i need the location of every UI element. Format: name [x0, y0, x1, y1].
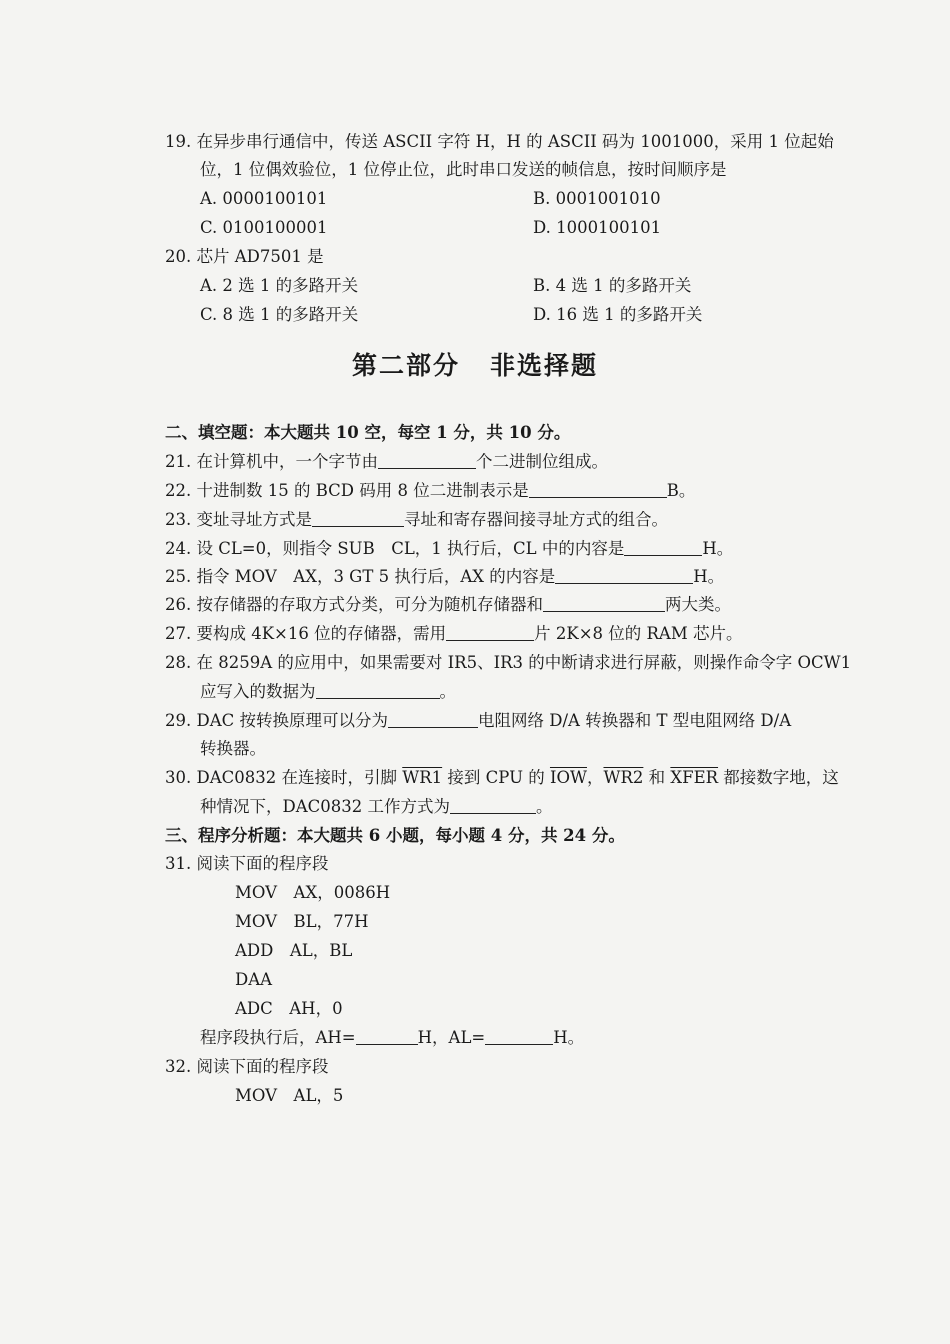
q29-text: 29. DAC 按转换原理可以分为 [165, 711, 388, 730]
q29-text-end: 电阻网络 D/A 转换器和 T 型电阻网络 D/A [478, 711, 792, 730]
q20-option-b: B. 4 选 1 的多路开关 [533, 276, 692, 295]
q21-text: 21. 在计算机中，一个字节由 [165, 452, 378, 471]
q31-blank-al [485, 1028, 553, 1045]
q30-line1 [165, 767, 839, 789]
q31-code-line: MOV BL，77H [235, 912, 369, 931]
q30-pin-xfer: XFER [670, 768, 719, 787]
q30-text-4: 和 [643, 768, 671, 787]
part-two-label: 第二部分 [351, 351, 460, 380]
q30-text-3: ， [586, 768, 604, 787]
q21 [165, 451, 608, 473]
q27-text-end: 片 2K×8 位的 RAM 芯片。 [534, 624, 743, 643]
q31-code-line: ADD AL，BL [235, 941, 353, 960]
q19-option-d: D. 1000100101 [533, 218, 662, 237]
q20-stem: 20. 芯片 AD7501 是 [165, 247, 324, 266]
q24-text-end: H。 [702, 539, 734, 558]
q30-text-5: 都接数字地，这 [718, 768, 839, 787]
q25-blank [555, 567, 693, 584]
q30-blank [450, 797, 536, 814]
q22-blank [529, 481, 667, 498]
q30-pin-iow: $\overline{IOW}$ [549, 768, 587, 787]
q23 [165, 509, 668, 531]
q29-blank [388, 711, 478, 728]
q20-option-d: D. 16 选 1 的多路开关 [533, 305, 703, 324]
q26-text: 26. 按存储器的存取方式分类，可分为随机存储器和 [165, 595, 543, 614]
q26-text-end: 两大类。 [665, 595, 731, 614]
q20-option-a: A. 2 选 1 的多路开关 [200, 276, 359, 295]
q23-blank [312, 510, 404, 527]
q30-line2 [200, 796, 553, 818]
q27 [165, 623, 743, 645]
q25-text: 25. 指令 MOV AX，3 GT 5 执行后，AX 的内容是 [165, 567, 556, 586]
q26 [165, 594, 731, 616]
q32-code-line: MOV AL，5 [235, 1086, 344, 1105]
q28-text-end: 。 [439, 682, 456, 701]
q31-code-line: ADC AH，0 [235, 999, 343, 1018]
q22-text-end: B。 [666, 481, 696, 500]
q30-pin-wr1: WR1 [402, 768, 443, 787]
q28-line1: 28. 在 8259A 的应用中，如果需要对 IR5、IR3 的中断请求进行屏蔽，则操作命令字 OCW1 [165, 653, 852, 672]
part-two-heading [0, 346, 950, 382]
section-program-analysis-heading: 三、程序分析题：本大题共 6 小题，每小题 4 分，共 24 分。 [165, 826, 625, 845]
q23-text-end: 寻址和寄存器间接寻址方式的组合。 [404, 510, 668, 529]
q31-answer-text: 程序段执行后，AH= [200, 1028, 356, 1047]
q22-text: 22. 十进制数 15 的 BCD 码用 8 位二进制表示是 [165, 481, 529, 500]
part-two-subtitle: 非选择题 [490, 351, 599, 380]
q20-option-c: C. 8 选 1 的多路开关 [200, 305, 359, 324]
q25 [165, 566, 724, 588]
q24-blank [624, 539, 702, 556]
q32-stem: 32. 阅读下面的程序段 [165, 1057, 329, 1076]
q29-line2: 转换器。 [200, 739, 266, 758]
q30-text-2: 接到 CPU 的 [442, 768, 550, 787]
q19-stem-line1: 19. 在异步串行通信中，传送 ASCII 字符 H，H 的 ASCII 码为 1001000，采用 1 位起始 [165, 132, 834, 151]
section-fill-in-heading: 二、填空题：本大题共 10 空，每空 1 分，共 10 分。 [165, 423, 571, 442]
q31-code-line: DAA [235, 970, 273, 989]
q23-text: 23. 变址寻址方式是 [165, 510, 312, 529]
q22 [165, 480, 695, 502]
q30-pin-wr2: WR2 [603, 768, 644, 787]
q31-answer-end: H。 [553, 1028, 585, 1047]
q28-blank [316, 682, 440, 699]
q31-answer-mid: H，AL= [417, 1028, 486, 1047]
q27-text: 27. 要构成 4K×16 位的存储器，需用 [165, 624, 447, 643]
q30-text: 30. DAC0832 在连接时，引脚 [165, 768, 403, 787]
q26-blank [543, 595, 665, 612]
q19-option-c: C. 0100100001 [200, 218, 328, 237]
q30-line2-text: 种情况下，DAC0832 工作方式为 [200, 797, 451, 816]
q24-text: 24. 设 CL=0，则指令 SUB CL，1 执行后，CL 中的内容是 [165, 539, 625, 558]
q21-blank [378, 452, 476, 469]
q31-blank-ah [356, 1028, 418, 1045]
q28-text: 应写入的数据为 [200, 682, 316, 701]
q30-line2-text-end: 。 [536, 797, 553, 816]
q19-option-b: B. 0001001010 [533, 189, 661, 208]
q21-text-end: 个二进制位组成。 [476, 452, 608, 471]
q31-answer-line [200, 1027, 584, 1049]
q24 [165, 538, 733, 560]
q31-code-line: MOV AX，0086H [235, 883, 391, 902]
q19-stem-line2: 位，1 位偶效验位，1 位停止位，此时串口发送的帧信息，按时间顺序是 [200, 160, 727, 179]
q27-blank [446, 624, 534, 641]
q19-option-a: A. 0000100101 [200, 189, 328, 208]
q25-text-end: H。 [693, 567, 725, 586]
q31-stem: 31. 阅读下面的程序段 [165, 854, 329, 873]
q29-line1 [165, 710, 791, 732]
q28-line2 [200, 681, 456, 703]
